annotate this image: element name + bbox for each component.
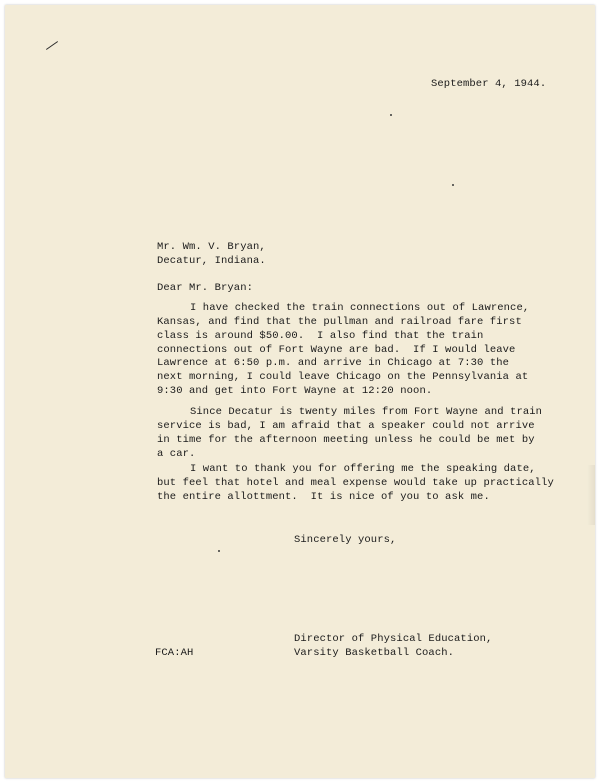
recipient-place: Decatur, Indiana. bbox=[157, 255, 266, 267]
paragraph-2-line: a car. bbox=[157, 448, 196, 460]
initials: FCA:AH bbox=[155, 647, 194, 659]
signer-title: Director of Physical Education, bbox=[294, 633, 493, 645]
letter-date: September 4, 1944. bbox=[431, 78, 547, 90]
paragraph-1-line: connections out of Fort Wayne are bad. If I would leave bbox=[157, 344, 516, 356]
paragraph-1-line: next morning, I could leave Chicago on the Pennsylvania at bbox=[157, 371, 529, 383]
paragraph-3-line: but feel that hotel and meal expense would take up practically bbox=[157, 477, 554, 489]
paragraph-3-line: I want to thank you for offering me the speaking date, bbox=[190, 463, 536, 475]
paragraph-1-line: I have checked the train connections out of Lawrence, bbox=[190, 302, 530, 314]
paragraph-2-line: in time for the afternoon meeting unless he could be met by bbox=[157, 434, 535, 446]
salutation: Dear Mr. Bryan: bbox=[157, 282, 254, 294]
closing: Sincerely yours, bbox=[294, 534, 397, 546]
pen-mark bbox=[46, 41, 58, 50]
paper-edge-shadow bbox=[587, 465, 595, 525]
recipient-name: Mr. Wm. V. Bryan, bbox=[157, 241, 266, 253]
paragraph-3-line: the entire allottment. It is nice of you to ask me. bbox=[157, 491, 490, 503]
letter-page bbox=[5, 5, 595, 778]
paragraph-1-line: Lawrence at 6:50 p.m. and arrive in Chicago at 7:30 the bbox=[157, 357, 510, 369]
paragraph-1-line: Kansas, and find that the pullman and railroad fare first bbox=[157, 316, 522, 328]
paragraph-1-line: 9:30 and get into Fort Wayne at 12:20 noon. bbox=[157, 385, 433, 397]
ink-speck bbox=[390, 114, 392, 116]
signer-title: Varsity Basketball Coach. bbox=[294, 647, 455, 659]
paragraph-1-line: class is around $50.00. I also find that the train bbox=[157, 330, 484, 342]
ink-speck bbox=[218, 550, 220, 552]
ink-speck bbox=[452, 184, 454, 186]
paragraph-2-line: Since Decatur is twenty miles from Fort Wayne and train bbox=[190, 406, 543, 418]
paragraph-2-line: service is bad, I am afraid that a speaker could not arrive bbox=[157, 420, 535, 432]
